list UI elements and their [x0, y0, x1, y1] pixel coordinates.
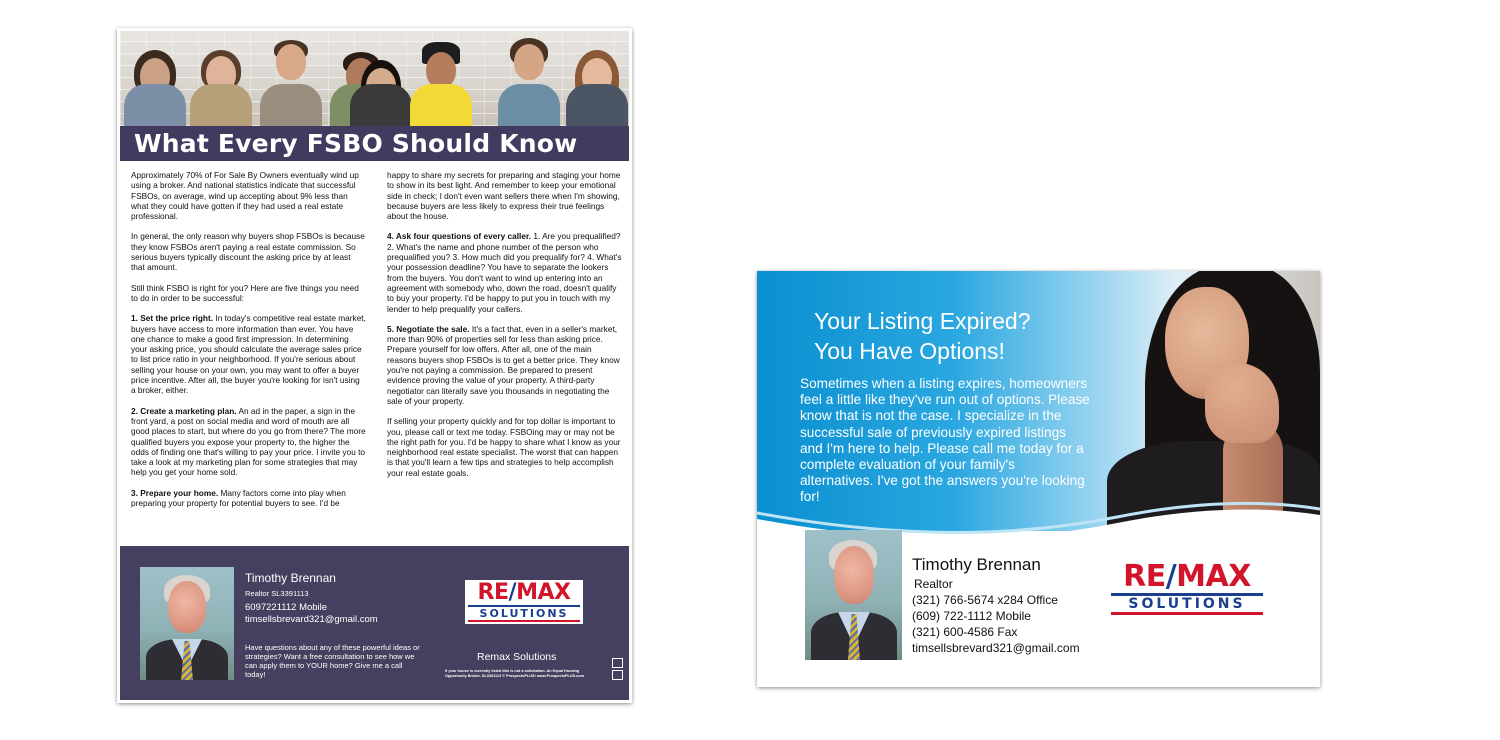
agent-photo — [805, 530, 902, 660]
equal-housing-icon — [612, 670, 623, 680]
flyer-left-column — [131, 170, 366, 518]
paragraph: happy to share my secrets for preparing and staging your home to show in its best light. And remember to keep your emotional side in check; I don't even want sellers there when I'm showing, because buyers are less likely to express their true feelings about the house. — [387, 170, 621, 222]
paragraph: Approximately 70% of For Sale By Owners eventually wind up using a broker. And national statistics indicate that successful FSBOs, on average, wind up accepting about 9% less than what they could have gotten if they had used a real estate professional. — [131, 170, 359, 222]
postcard-headline — [814, 306, 1031, 366]
agent-title: Realtor — [914, 577, 953, 591]
paragraph: 5. Negotiate the sale. It's a fact that, even in a seller's market, more than 90% of properties sell for less than asking price. Prepare yourself for low offers. After all, one of the main reasons buyers shop FSBOs is to get a better price. They know you're not paying a commission. Be prepared to present evidence proving the value of your property. A third-party negotiator can literally save you thousands in negotiating the sale of your property. — [387, 323, 620, 406]
agent-name: Timothy Brennan — [912, 555, 1041, 574]
paragraph: 4. Ask four questions of every caller. 1. Are you prequalified? 2. What's the name and phone number of the person who prequalified you? 3. How much did you prequalify for? 4. What's your possession deadline? You have to separate the lookers from the buyers. You don't want to wind up entering into an agreement with somebody who, down the road, doesn't qualify to buy your property. I'd be happy to put you in touch with my lender to help prequalify your callers. — [387, 231, 622, 314]
disclaimer-line: If your house is currently listed this is not a solicitation. An Equal Housing — [445, 669, 580, 673]
remax-logo: RE/MAX SOLUTIONS — [1107, 562, 1267, 616]
headline-line-2: You Have Options! — [814, 338, 1005, 364]
person-figure — [566, 48, 628, 126]
company-name: Remax Solutions — [477, 651, 557, 663]
person-figure — [498, 34, 560, 126]
footer-cta: Have questions about any of these powerful ideas or strategies? Want a free consultation to see how we can apply them to YOUR home? Give me a call today! — [245, 643, 420, 679]
paragraph: Still think FSBO is right for you? Here are five things you need to do in order to be successful: — [131, 282, 359, 303]
disclaimer-line: Opportunity Broker. SL3391113 © ProspectsPLUS! www.ProspectsPLUS.com — [445, 674, 584, 678]
paragraph: 1. Set the price right. In today's competitive real estate market, buyers have access to more information than ever. You have one chance to make a good first impression. In determining your asking price, you should calculate the average sales price to list price ratio in your neighborhood. If you're serious about selling your house on your own, you may want to offer a buyer price incentive. After all, the buyer you're looking for isn't using a broker, either. — [131, 313, 366, 396]
remax-logo: RE/MAX SOLUTIONS — [465, 580, 583, 624]
agent-name: Timothy Brennan — [245, 571, 336, 585]
fsbo-flyer — [117, 28, 632, 703]
agent-photo — [140, 567, 234, 680]
person-figure — [124, 46, 186, 126]
paragraph: 3. Prepare your home. Many factors come into play when preparing your property for potential buyers to see. I'd be — [131, 487, 346, 509]
flyer-title-bar — [120, 126, 629, 161]
agent-email[interactable]: timsellsbrevard321@gmail.com — [912, 641, 1080, 655]
agent-title: Realtor SL3391113 — [245, 589, 309, 598]
agent-email[interactable]: timsellsbrevard321@gmail.com — [245, 614, 378, 625]
person-figure — [410, 40, 472, 126]
person-figure — [350, 56, 412, 126]
agent-phone[interactable]: 6097221112 Mobile — [245, 602, 328, 613]
expired-listing-postcard — [757, 271, 1320, 687]
flyer-right-column — [387, 170, 622, 488]
realtor-icon — [612, 658, 623, 668]
flyer-title: What Every FSBO Should Know — [134, 129, 578, 158]
paragraph: If selling your property quickly and for top dollar is important to you, please call or text me today. FSBOing may or may not be the right path for you. I'd be happy to share what I know as your neighborhood real estate specialist. The worst that can happen is that you'll learn a few tips and strategies to help accomplish your real estate goals. — [387, 416, 621, 478]
agent-fax: (321) 600-4586 Fax — [912, 625, 1018, 639]
headline-line-1: Your Listing Expired? — [814, 308, 1031, 334]
flyer-footer — [120, 546, 629, 700]
agent-phone-office[interactable]: (321) 766-5674 x284 Office — [912, 593, 1058, 607]
paragraph: 2. Create a marketing plan. An ad in the paper, a sign in the front yard, a post on social media and word of mouth are all good places to start, but where do you go from there? The more qualified buyers you expose your property to, the higher the odds of finding one that's willing to pay your price. I invite you to take a look at my marketing plan for some strategies that may help you get your home sold. — [131, 405, 366, 478]
agent-phone-mobile[interactable]: (609) 722-1112 Mobile — [912, 609, 1031, 623]
person-figure — [190, 44, 252, 126]
paragraph: In general, the only reason why buyers shop FSBOs is because they know FSBOs aren't paying a real estate commission. So serious buyers typically discount the asking price by at least that amount. — [131, 231, 365, 273]
postcard-body: Sometimes when a listing expires, homeowners feel a little like they've run out of options. Please know that is not the case. I specialize in the successful sale of previously expired listings and I'm here to help. Please call me today for a complete evaluation of your family's alternatives. I've got the answers you're looking for! — [800, 376, 1090, 505]
hero-photo-group — [120, 31, 629, 126]
person-figure — [260, 36, 322, 126]
